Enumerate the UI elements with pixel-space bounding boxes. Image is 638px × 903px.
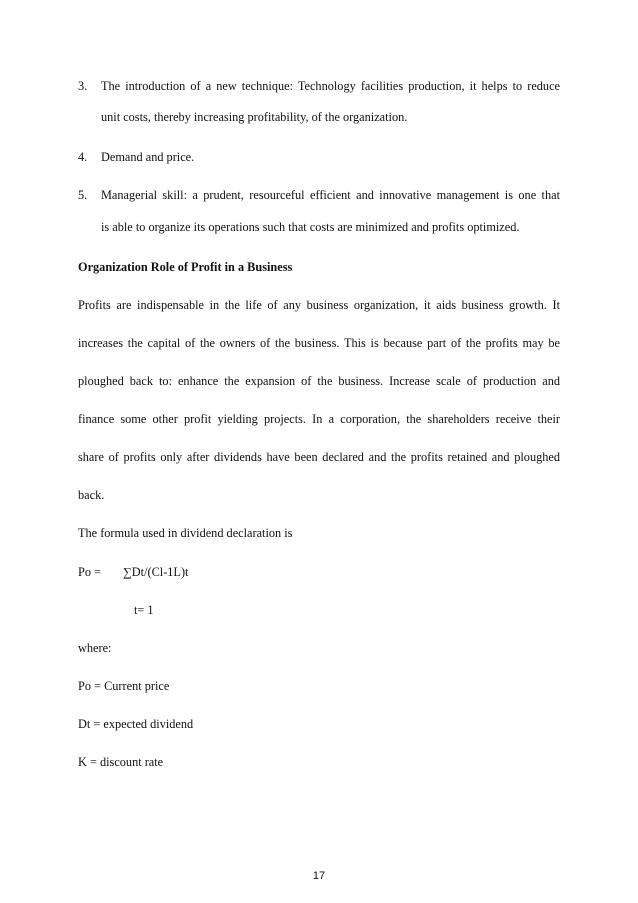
paragraph-line: share of profits only after dividends have been declared and the profits retained and ploughed <box>78 450 560 464</box>
definition-line: Po = Current price <box>78 679 170 693</box>
section-heading: Organization Role of Profit in a Business <box>78 260 293 274</box>
paragraph-line: increases the capital of the owners of the business. This is because part of the profits may be <box>78 336 560 350</box>
page-number: 17 <box>312 870 326 882</box>
list-number: 4. <box>78 150 88 164</box>
list-item-line: Demand and price. <box>101 150 195 164</box>
list-item-line: The introduction of a new technique: Technology facilities production, it helps to reduce <box>101 79 560 93</box>
list-item-line: unit costs, thereby increasing profitability, of the organization. <box>101 110 408 124</box>
formula-index: t= 1 <box>134 603 154 617</box>
paragraph-line: finance some other profit yielding projects. In a corporation, the shareholders receive their <box>78 412 560 426</box>
paragraph-line: back. <box>78 488 105 502</box>
list-number: 5. <box>78 188 88 202</box>
list-item-line: Managerial skill: a prudent, resourceful efficient and innovative management is one that <box>101 188 560 202</box>
formula-lhs: Po = <box>78 565 101 579</box>
paragraph-line: Profits are indispensable in the life of any business organization, it aids business growth. It <box>78 298 560 312</box>
formula-rhs: ∑Dt/(Cl-1L)t <box>123 565 189 579</box>
formula-intro: The formula used in dividend declaration is <box>78 526 293 540</box>
where-label: where: <box>78 641 112 655</box>
paragraph-line: ploughed back to: enhance the expansion of the business. Increase scale of production and <box>78 374 560 388</box>
list-item-line: is able to organize its operations such that costs are minimized and profits optimized. <box>101 220 520 234</box>
definition-line: Dt = expected dividend <box>78 717 194 731</box>
definition-line: K = discount rate <box>78 755 164 769</box>
list-number: 3. <box>78 79 88 93</box>
